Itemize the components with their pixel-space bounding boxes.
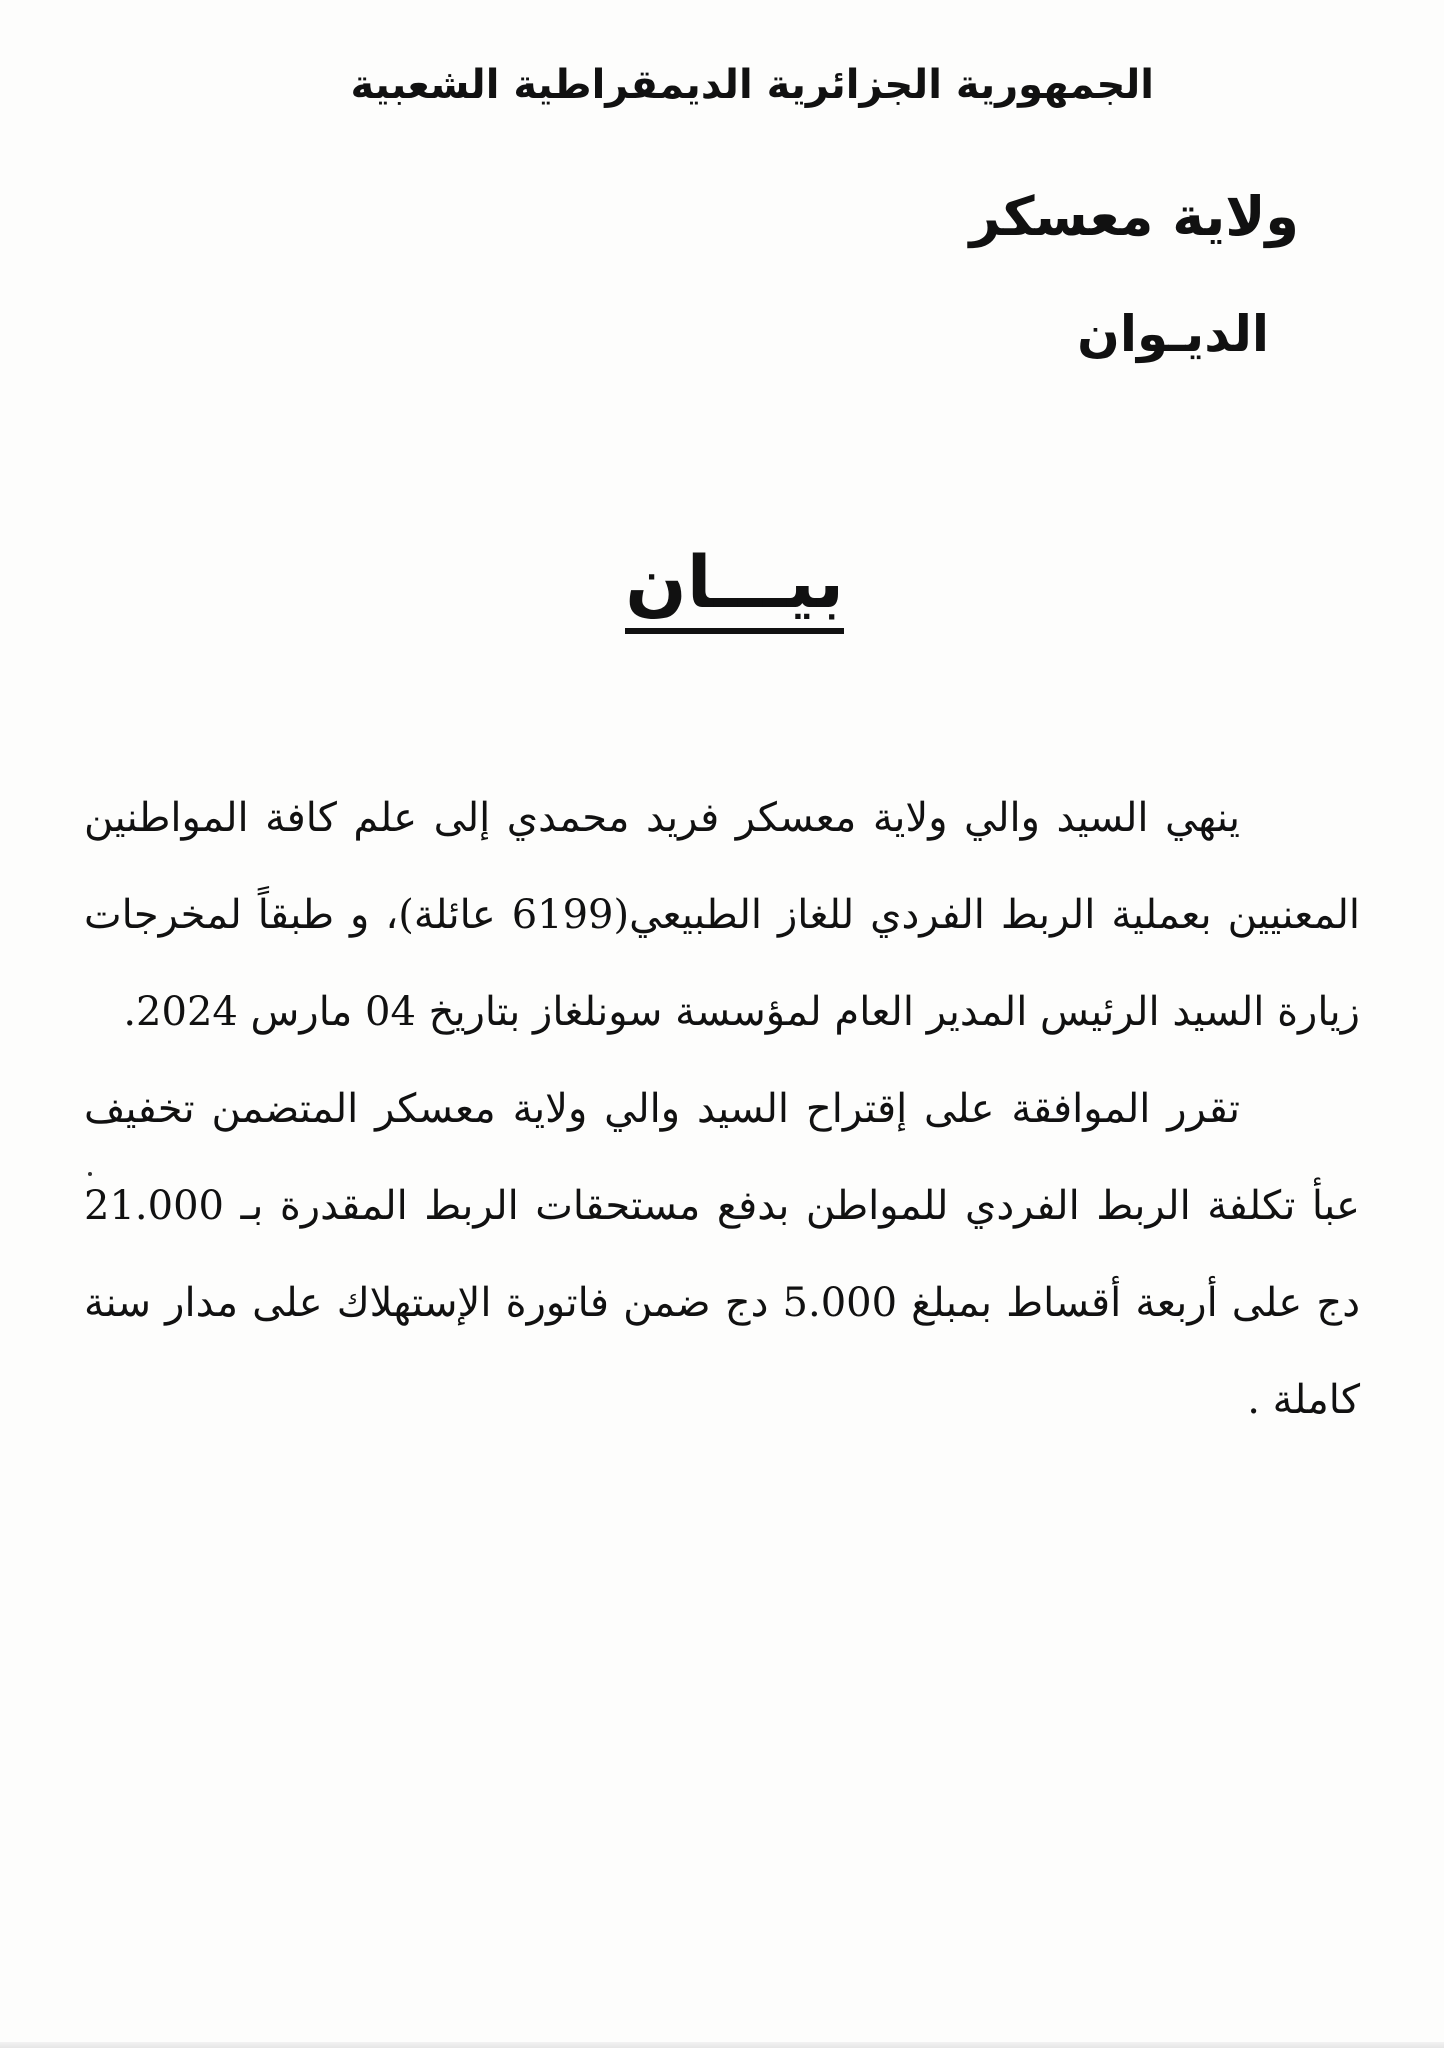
statement-title: بيـــان xyxy=(625,540,844,634)
scan-bottom-edge xyxy=(0,2042,1444,2048)
wilaya-header: ولاية معسكر xyxy=(969,185,1299,248)
office-header: الديـوان xyxy=(1077,305,1269,363)
republic-header: الجمهورية الجزائرية الديمقراطية الشعبية xyxy=(350,62,1154,108)
scan-speck xyxy=(88,1172,92,1176)
body-paragraph-2: تقرر الموافقة على إقتراح السيد والي ولاية معسكر المتضمن تخفيف عبأ تكلفة الربط الفردي للمواطن بدفع مستحقات الربط المقدرة بـ 21.000 دج على أربعة أقساط بمبلغ 5.000 دج ضمن فاتورة الإستهلاك على مدار سنة كاملة . xyxy=(84,1086,1361,1423)
body-paragraph-1: ينهي السيد والي ولاية معسكر فريد محمدي إلى علم كافة المواطنين المعنيين بعملية الربط الفردي للغاز الطبيعي(6199 عائلة)، و طبقاً لمخرجات زيارة السيد الرئيس المدير العام لمؤسسة سونلغاز بتاريخ 04 مارس 2024. xyxy=(84,795,1360,1035)
statement-body xyxy=(84,770,1360,1449)
